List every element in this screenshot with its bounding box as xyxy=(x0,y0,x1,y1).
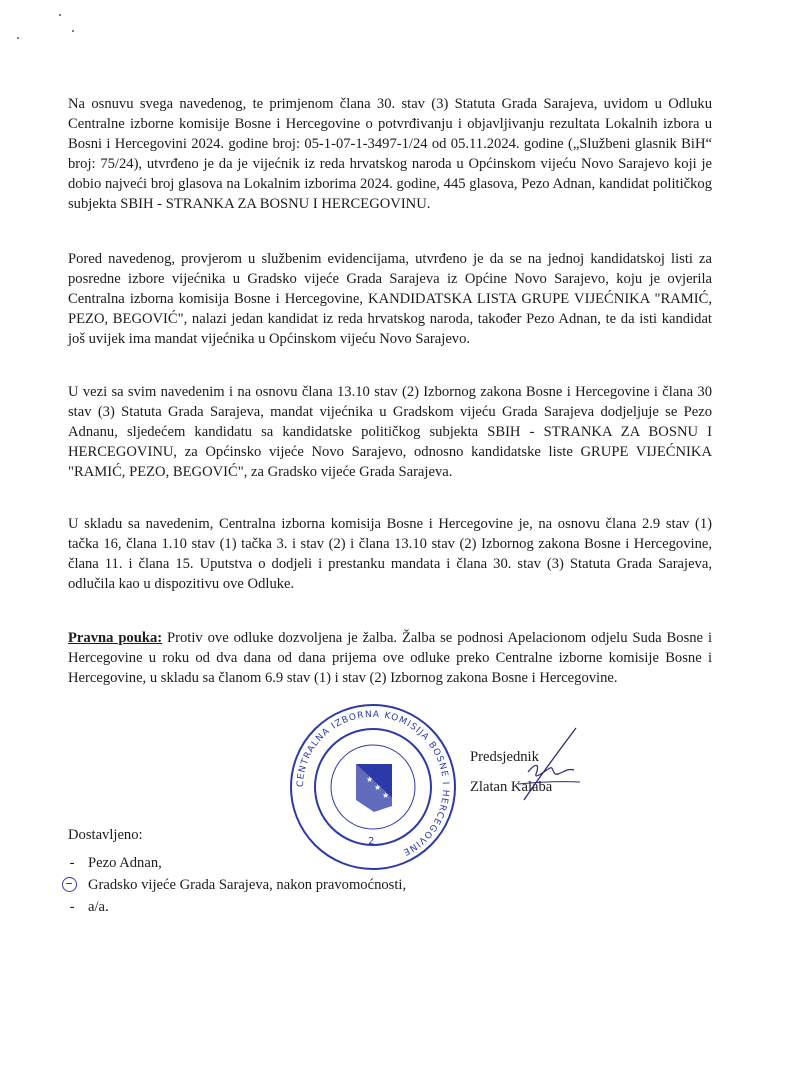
list-item xyxy=(60,853,406,875)
paragraph-mandate: U vezi sa svim navedenim i na osnovu člana 13.10 stav (2) Izbornog zakona Bosne i Hercegovine i člana 30 stav (3) Statuta Grada Sarajeva, mandat vijećnika u Gradskom vijeću Grada Sarajeva dodjeljuje se Pezo Adnanu, sljedećem kandidatu sa kandidatske političkog subjekta SBIH - STRANKA ZA BOSNU I HERCEGOVINU, za Općinsko vijeće Novo Sarajevo, odnosno kandidatske liste GRUPE VIJEĆNIKA "RAMIĆ, PEZO, BEGOVIĆ", za Gradsko vijeće Grada Sarajeva. xyxy=(68,384,712,480)
recipient-text: Pezo Adnan, xyxy=(88,855,162,871)
delivery-list xyxy=(60,853,406,919)
handwritten-signature xyxy=(488,724,588,804)
scan-speck xyxy=(17,37,19,39)
dash-bullet: - xyxy=(69,855,75,871)
delivery-title: Dostavljeno: xyxy=(68,827,143,843)
coat-of-arms-icon xyxy=(356,764,392,812)
svg-text:★: ★ xyxy=(374,783,382,792)
legal-remedy-text: Protiv ove odluke dozvoljena je žalba. Žalba se podnosi Apelacionom odjelu Suda Bosne i Hercegovine u roku od dva dana od dana prijema ove odluke preko Centralne izborne komisije Bosne i Hercegovine, u skladu sa članom 6.9 stav (1) i stav (2) Izbornog zakona Bosne i Hercegovine. xyxy=(68,630,712,686)
paragraph-basis: Na osnuvu svega navedenog, te primjenom člana 30. stav (3) Statuta Grada Sarajeva, uvidom u Odluku Centralne izborne komisije Bosne i Hercegovine o potvrđivanju i objavljivanju rezultata Lokalnih izbora u Bosni i Hercegovini 2024. godine broj: 05-1-07-1-3497-1/24 od 05.11.2024. godine („Službeni glasnik BiH“ broj: 75/24), utvrđeno je da je vijećnik iz reda hrvatskog naroda u Općinskom vijeću Novo Sarajevo koji je dobio najveći broj glasova na Lokalnim izborima 2024. godine, 445 glasova, Pezo Adnan, kandidat političkog subjekta SBIH - STRANKA ZA BOSNU I HERCEGOVINU. xyxy=(68,96,712,212)
dash-bullet: - xyxy=(69,899,75,915)
list-item xyxy=(60,897,406,919)
scan-speck xyxy=(59,14,61,16)
stamp-number: 2 xyxy=(368,836,375,847)
paragraph-verification: Pored navedenog, provjerom u službenim evidencijama, utvrđeno je da se na jednoj kandidatskoj listi za posredne izbore vijećnika u Gradsko vijeće Grada Sarajeva iz Općine Novo Sarajevo, koju je ovjerila Centralna izborna komisija Bosne i Hercegovine, KANDIDATSKA LISTA GRUPE VIJEĆNIKA "RAMIĆ, PEZO, BEGOVIĆ", nalazi jedan kandidat iz reda hrvatskog naroda, također Pezo Adnan, te da isti kandidat još uvijek ima mandat vijećnika u Općinskom vijeću Novo Sarajevo. xyxy=(68,251,712,347)
official-seal-stamp xyxy=(288,702,458,872)
paragraph-decision: U skladu sa navedenim, Centralna izborna komisija Bosne i Hercegovine je, na osnovu člana 2.9 stav (1) tačka 16, člana 1.10 stav (1) tačka 3. i stav (2) i člana 13.10 stav (2) Izbornog zakona Bosne i Hercegovine, člana 11. i člana 15. Uputstva o dodjeli i prestanku mandata i člana 30. stav (3) Statuta Grada Sarajeva, odlučila kao u dispozitivu ove Odluke. xyxy=(68,516,712,592)
recipient-text: a/a. xyxy=(88,899,109,915)
stamp-outer-text: CENTRALNA IZBORNA KOMISIJA BOSNE I HERCEGOVINE xyxy=(295,709,451,858)
list-item xyxy=(60,875,406,897)
recipient-text: Gradsko vijeće Grada Sarajeva, nakon pravomoćnosti, xyxy=(88,877,407,893)
signatory-name: Zlatan Kalaba xyxy=(470,779,553,795)
svg-text:★: ★ xyxy=(382,791,390,800)
svg-text:★: ★ xyxy=(366,775,374,784)
scan-speck xyxy=(72,30,74,32)
circle-mark-icon xyxy=(62,877,77,892)
legal-remedy xyxy=(68,628,712,688)
legal-remedy-label: Pravna pouka: xyxy=(68,630,163,646)
signatory-title: Predsjednik xyxy=(470,749,539,765)
